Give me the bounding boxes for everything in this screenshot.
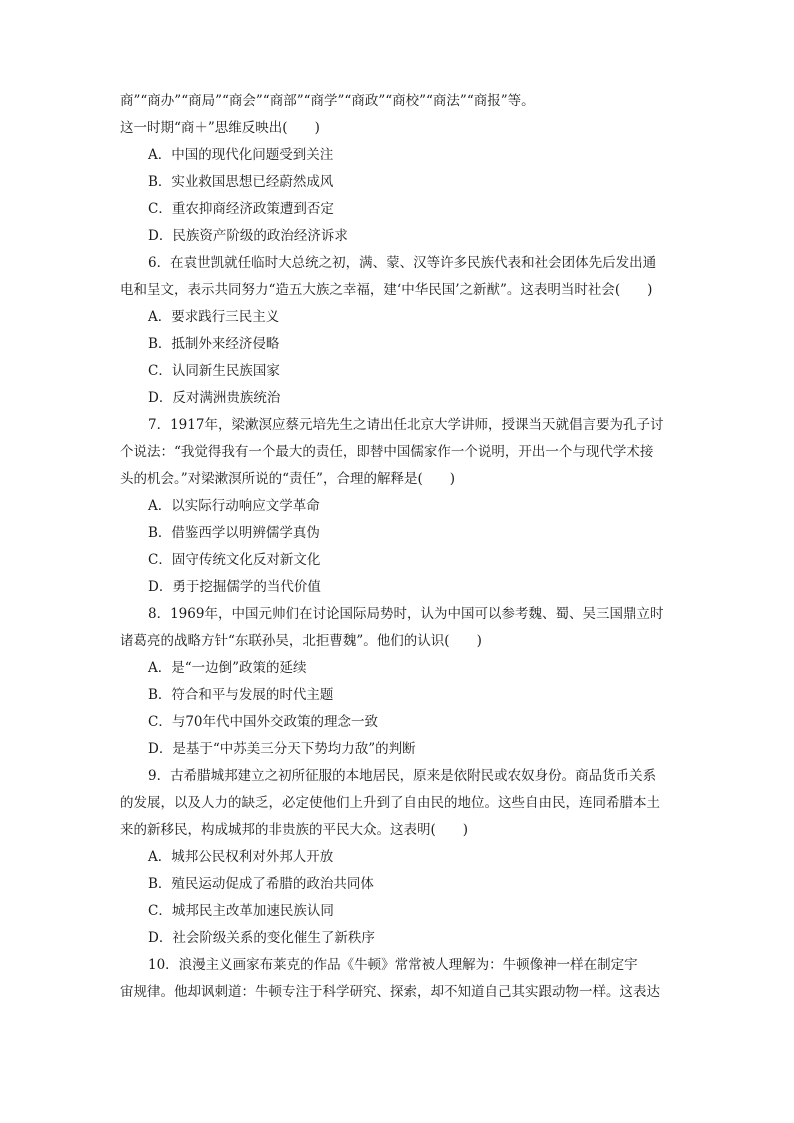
question-8-option-d: D．是基于“中苏美三分天下势均力敌”的判断 xyxy=(148,741,416,757)
question-9-stem-line: 的发展，以及人力的缺乏，必定使他们上升到了自由民的地位。这些自由民，连同希腊本土 xyxy=(120,795,660,811)
question-8-option-b: B．符合和平与发展的时代主题 xyxy=(148,687,334,703)
question-9-stem-line: 来的新移民，构成城邦的非贵族的平民大众。这表明( ) xyxy=(120,822,469,838)
question-6 xyxy=(120,250,680,412)
question-7 xyxy=(120,412,680,601)
question-6-option-a: A．要求践行三民主义 xyxy=(148,309,280,325)
question-5 xyxy=(120,88,680,250)
question-7-stem-line: 头的机会。”对梁漱溟所说的“责任”，合理的解释是( ) xyxy=(120,471,455,487)
question-8-stem-line: 8．1969年，中国元帅们在讨论国际局势时，认为中国可以参考魏、蜀、吴三国鼎立时 xyxy=(148,606,664,622)
question-6-stem-line: 电和呈文，表示共同努力“造五大族之幸福，建‘中华民国’之新猷”。这表明当时社会( ) xyxy=(120,282,653,298)
question-7-stem-line: 7．1917年，梁漱溟应蔡元培先生之请出任北京大学讲师，授课当天就倡言要为孔子讨 xyxy=(148,417,664,433)
question-6-option-c: C．认同新生民族国家 xyxy=(148,363,280,379)
question-10 xyxy=(120,952,680,1006)
question-10-stem-line: 宙规律。他却讽刺道：牛顿专注于科学研究、探索，却不知道自己其实跟动物一样。这表达 xyxy=(120,984,660,1000)
question-7-stem-line: 个说法：“我觉得我有一个最大的责任，即替中国儒家作一个说明，开出一个与现代学术接 xyxy=(120,444,654,460)
question-7-option-a: A．以实际行动响应文学革命 xyxy=(148,498,320,514)
question-5-stem-line: 这一时期“商＋”思维反映出( ) xyxy=(120,120,320,136)
question-8-option-a: A．是“一边倒”政策的延续 xyxy=(148,660,307,676)
question-9 xyxy=(120,763,680,952)
question-8-stem-line: 诸葛亮的战略方针“东联孙吴，北拒曹魏”。他们的认识( ) xyxy=(120,633,482,649)
question-6-stem-line: 6．在袁世凯就任临时大总统之初，满、蒙、汉等许多民族代表和社会团体先后发出通 xyxy=(148,255,657,271)
question-7-option-c: C．固守传统文化反对新文化 xyxy=(148,552,321,568)
exam-page xyxy=(120,88,680,1006)
question-7-option-d: D．勇于挖掘儒学的当代价值 xyxy=(148,579,321,595)
question-8 xyxy=(120,601,680,763)
question-10-stem-line: 10．浪漫主义画家布莱克的作品《牛顿》常常被人理解为：牛顿像神一样在制定宇 xyxy=(148,957,638,973)
question-5-option-c: C．重农抑商经济政策遭到否定 xyxy=(148,201,334,217)
question-5-stem-line: 商”“商办”“商局”“商会”“商部”“商学”“商政”“商校”“商法”“商报”等。 xyxy=(120,93,535,109)
question-9-option-d: D．社会阶级关系的变化催生了新秩序 xyxy=(148,930,375,946)
question-5-option-d: D．民族资产阶级的政治经济诉求 xyxy=(148,228,348,244)
question-5-option-a: A．中国的现代化问题受到关注 xyxy=(148,147,334,163)
question-5-option-b: B．实业救国思想已经蔚然成风 xyxy=(148,174,334,190)
question-9-stem-line: 9．古希腊城邦建立之初所征服的本地居民，原来是依附民或农奴身份。商品货币关系 xyxy=(148,768,657,784)
question-9-option-c: C．城邦民主改革加速民族认同 xyxy=(148,903,334,919)
question-6-option-d: D．反对满洲贵族统治 xyxy=(148,390,281,406)
question-9-option-a: A．城邦公民权利对外邦人开放 xyxy=(148,849,334,865)
question-8-option-c: C．与70年代中国外交政策的理念一致 xyxy=(148,714,379,730)
question-7-option-b: B．借鉴西学以明辨儒学真伪 xyxy=(148,525,320,541)
question-6-option-b: B．抵制外来经济侵略 xyxy=(148,336,280,352)
question-9-option-b: B．殖民运动促成了希腊的政治共同体 xyxy=(148,876,374,892)
